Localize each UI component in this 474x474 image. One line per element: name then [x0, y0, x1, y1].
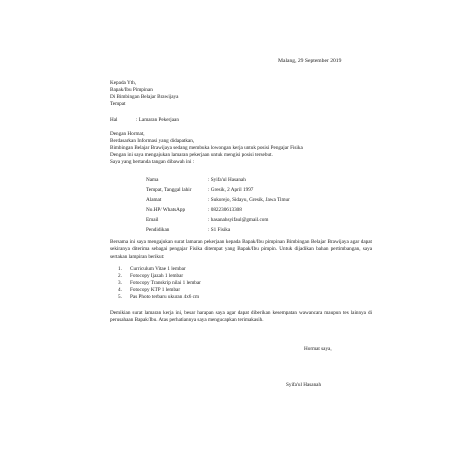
attachment-item: 3. Fotocopy Transkrip nilai 1 lembar [118, 280, 201, 286]
identity-label: No.HP/ WhatsApp [146, 207, 186, 213]
identity-value: : Sukorejo, Sidayu, Gresik, Jawa Timur [208, 197, 290, 203]
greeting: Dengan Hormat, [110, 131, 145, 137]
identity-label: Pendidikan [146, 227, 170, 233]
intro-line-3: Dengan ini saya mengajukan lamaran pekerjaan untuk mengisi posisi tersebut. [110, 152, 273, 158]
identity-label: Tempat, Tanggal lahir [146, 187, 192, 193]
identity-label: Email [146, 217, 159, 223]
intro-line-2: Bimbingan Belajar Brawijaya sedang membuka lowongan kerja untuk posisi Pengajar Fisika [110, 145, 303, 151]
recipient-line-2: Bapak/Ibu Pimpinan [110, 87, 153, 93]
letter-date: Malang, 29 September 2019 [278, 58, 342, 64]
body-paragraph-1: Bersama ini saya mengajukan surat lamaran pekerjaan kepada Bapak/Ibu pimpinan Bimbingan Belajar Brawijaya agar dapat sekiranya diterima sebagai pengajar Fisika ditempat yang Bapak/Ibu pimpin. Untuk dijadikan bahan pertimbangan, saya sertakan lampiran berikut: [110, 239, 372, 260]
identity-value: : Syifa'ul Hasanah [208, 177, 246, 183]
attachment-item: 4. Fotocopy KTP 1 lembar [118, 287, 181, 293]
identity-label: Nama [146, 177, 159, 183]
identity-label: Alamat [146, 197, 162, 203]
intro-line-1: Berdasarkan Informasi yang didapatkan, [110, 138, 195, 144]
intro-line-4: Saya yang bertanda tangan dibawah ini : [110, 159, 195, 165]
body-paragraph-2: Demikian surat lamaran kerja ini, besar harapan saya agar dapat diberikan kesempatan wawancara maupun tes lainnya di perusahaan Bapak/Ibu. Atas perhatiannya saya mengucapkan terimakasih. [110, 310, 372, 324]
recipient-line-4: Tempat [110, 101, 126, 107]
attachment-item: 2. Fotocopy Ijazah 1 lembar [118, 273, 184, 279]
identity-value: : S1 Fisika [208, 227, 231, 233]
attachment-item: 5. Pas Photo terbaru ukuran 4x6 cm [118, 294, 200, 300]
recipient-line-3: Di Bimbingan Belajar Brawijaya [110, 94, 179, 100]
closing: Hormat saya, [304, 346, 332, 352]
recipient-line-1: Kepada Yth, [110, 80, 137, 86]
identity-value: : 082230613308 [208, 207, 242, 213]
identity-value: : hasanahsyifaul@gmail.com [208, 217, 269, 223]
identity-value: : Gresik, 2 April 1997 [208, 187, 254, 193]
subject-value: : Lamaran Pekerjaan [136, 117, 179, 123]
subject-label: Hal [110, 117, 118, 123]
signature-name: Syifa'ul Hasanah [286, 382, 322, 388]
attachment-item: 1. Curriculum Vitae 1 lembar [118, 266, 186, 272]
